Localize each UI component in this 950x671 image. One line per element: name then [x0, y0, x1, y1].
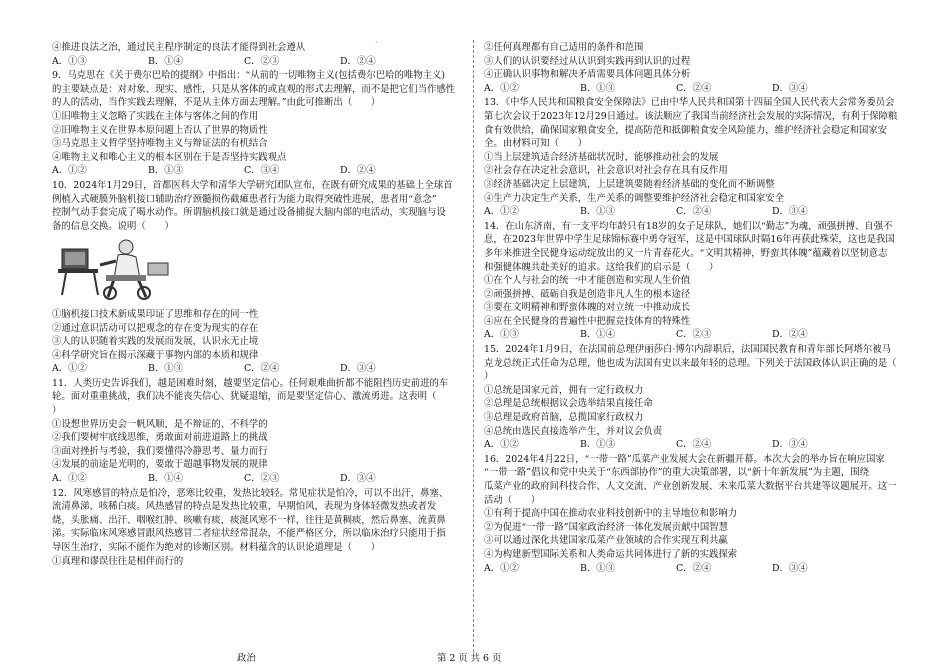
q15-option: ①总统是国家元首，拥有一定行政权力	[484, 384, 644, 396]
answer-c: C．②③	[676, 329, 712, 341]
q16-option: ④为构建新型国际关系和人类命运共同体进行了新的实践探索	[484, 548, 738, 560]
answer-a: A．①②	[484, 206, 519, 218]
answer-a: A．①③	[484, 329, 519, 341]
q15-answers	[484, 438, 904, 452]
q14-option: ①在个人与社会的统一中才能创造和实现人生价值	[484, 275, 691, 287]
q11-stem-line: ）	[52, 405, 62, 417]
q13-option: ③经济基础决定上层建筑，上层建筑要随着经济基础的变化而不断调整	[484, 178, 775, 190]
q10-stem-line: 10．2024年1月29日，首都医科大学和清华大学研究团队宣布，在既有研究成果的基础上全球首	[52, 179, 453, 191]
q12-option: ①真理和谬误往往是相伴而行的	[52, 555, 184, 567]
q9-stem-line: 9．马克思在《关于费尔巴哈的提纲》中指出：“从前的一切唯物主义(包括费尔巴哈的唯物主义)	[52, 70, 446, 82]
question-16	[484, 453, 904, 575]
answer-d: D．③④	[772, 439, 808, 451]
answer-b: B．①③	[148, 363, 184, 375]
answer-b: B．①④	[148, 55, 184, 67]
q16-option: ③可以通过深化共建国家瓜菜产业领域的合作实现互利共赢	[484, 535, 728, 547]
q11-option: ②我们要树牢底线思维，勇敢面对前进道路上的挑战	[52, 432, 268, 444]
footer-page-number: 第 2 页 共 6 页	[437, 653, 502, 664]
answer-a: A．①②	[52, 473, 87, 485]
answer-d: D．③④	[772, 206, 808, 218]
q16-option: ②为促进“一带一路”国家政治经济一体化发展贡献中国智慧	[484, 521, 728, 533]
answer-c: C．③④	[244, 165, 280, 177]
q14-stem-line: 多年来推进全民健身运动绽放出的又一片青春花火。“文明其精神，野蛮其体魄”蕴藏着以坚韧意志	[484, 247, 888, 259]
answer-b: B．①③	[580, 439, 616, 451]
q9-stem-line: 的主要缺点是：对对象、现实、感性，只是从客体的或直观的形式去理解，而不是把它们当作感性	[52, 83, 456, 95]
q11-option: ①设想世界历史会一帆风顺，是不辩证的、不科学的	[52, 418, 268, 430]
q9-option: ③马克思主义哲学坚持唯物主义与辩证法的有机结合	[52, 138, 268, 150]
q10-answers	[52, 362, 464, 376]
answer-c: C．②④	[244, 363, 280, 375]
q13-option: ④生产力决定生产关系，生产关系的调整要维护经济社会稳定和国家安全	[484, 192, 785, 204]
q9-stem-line: 的人的活动，当作实践去理解，不是从主体方面去理解。”由此可推断出（ ）	[52, 97, 381, 109]
answer-b: B．①③	[580, 562, 616, 574]
question-15	[484, 343, 904, 452]
q9-option: ②旧唯物主义在世界本原问题上否认了世界的物质性	[52, 124, 268, 136]
question-13	[484, 96, 904, 218]
q11-option: ③面对挫折与考验，我们要懂得冷静思考、量力而行	[52, 445, 268, 457]
right-column	[484, 40, 904, 575]
q14-option: ②顽强拼搏、砥砺自我是创造非凡人生的根本途径	[484, 288, 691, 300]
q12-stem-line: 烧，头胀痛、出汗、咽喉红肿、咳嗽有痰，痰涎风寒不一样，往往是黄稠痰，然后鼻塞、流黄鼻	[52, 514, 446, 526]
q11-option: ④发展的前途是光明的，要敢于超越事物发展的规律	[52, 459, 268, 471]
header-mark: ·	[375, 38, 378, 47]
left-column	[52, 40, 464, 568]
answer-d: D．②④	[340, 55, 376, 67]
answer-b: B．①③	[580, 82, 616, 94]
brain-computer-interface-illustration	[56, 235, 176, 301]
q16-stem-line: 活动（ ）	[484, 494, 541, 506]
question-12-tail	[484, 41, 904, 95]
q11-stem-line: 轮。面对重重挑战，我们决不能丧失信心、犹疑退缩，而是要坚定信心、激流勇进。这表明（	[52, 391, 437, 403]
answer-b: B．①③	[580, 206, 616, 218]
q10-option: ②通过意识活动可以把观念的存在变为现实的存在	[52, 322, 259, 334]
q13-stem-line: 全。由材料可知（ ）	[484, 138, 588, 150]
q16-stem-line: 16．2024年4月22日，“一带一路”瓜菜产业发展大会在新疆开幕。本次大会的举办旨在响应国家	[484, 453, 885, 465]
question-8-tail	[52, 41, 464, 68]
answer-c: C．②④	[676, 562, 712, 574]
answer-a: A．①②	[484, 439, 519, 451]
q11-answers	[52, 472, 464, 486]
column-divider	[473, 40, 474, 652]
answer-a: A．①②	[52, 165, 87, 177]
answer-a: A．①②	[484, 562, 519, 574]
q13-option: ②社会存在决定社会意识，社会意识对社会存在具有反作用	[484, 165, 728, 177]
answer-d: D．③④	[772, 562, 808, 574]
q15-stem-line: ）	[484, 371, 494, 383]
answer-a: A．①②	[52, 363, 87, 375]
q15-stem-line: 克龙总统正式任命为总理，他也成为法国有史以来最年轻的总理。下列关于法国政体认识正确的是（	[484, 357, 897, 369]
q13-stem-line: 第七次会议于2023年12月29日通过。该法顺应了我国当前经济社会发展的实际情况，有利于保障粮	[484, 110, 898, 122]
q12-stem-line: 流清鼻涕、咳稀白痰。风热感冒的特点是发热比较重，早期怕风，表现为身体轻微发热或者发	[52, 501, 437, 513]
q14-stem-line: 息，在2023年世界中学生足球锦标赛中勇夺冠军，这是中国球队时隔16年再获此殊荣，这也是我国	[484, 234, 895, 246]
q13-option: ①当上层建筑适合经济基础状况时，能够推动社会的发展	[484, 151, 719, 163]
q15-stem-line: 15．2024年1月9日，在法国前总理伊丽莎白·博尔内辞职后，法国国民教育和青年部长阿塔尔被马	[484, 344, 891, 356]
q10-stem-line: 控制气动手套完成了喝水动作。所谓脑机接口就是通过设备捕捉大脑内部的电活动，实现脑与设	[52, 207, 446, 219]
q9-answers	[52, 164, 464, 178]
q16-option: ①有利于提高中国在推动农业科技创新中的主导地位和影响力	[484, 508, 738, 520]
question-12	[52, 487, 464, 569]
q15-option: ③总理是政府首脑，总揽国家行政权力	[484, 412, 644, 424]
q12-option: ④正确认识事物和解决矛盾需要具体问题具体分析	[484, 69, 691, 81]
answer-c: C．②③	[244, 473, 280, 485]
q13-stem-line: 食有效供给，确保国家粮食安全，提高防范和抵御粮食安全风险能力，维护经济社会稳定和国家安	[484, 124, 888, 136]
answer-d: D．③④	[340, 363, 376, 375]
answer-a: A．①③	[52, 55, 87, 67]
q12-stem-line: 涕。实际临床风寒感冒跟风热感冒二者症状经常混杂，不能严格区分，所以临床治疗只能用于指	[52, 528, 446, 540]
q13-stem-line: 13．《中华人民共和国粮食安全保障法》已由中华人民共和国第十四届全国人民代表大会常务委员会	[484, 97, 895, 109]
answer-c: C．②④	[676, 206, 712, 218]
q9-option: ①旧唯物主义忽略了实践在主体与客体之间的作用	[52, 110, 259, 122]
q12-stem-line: 12．风寒感冒的特点是怕冷，恶寒比较重，发热比较轻。常见症状是怕冷，可以不出汗，鼻塞、	[52, 487, 449, 499]
q13-answers	[484, 205, 904, 219]
q15-option: ④总统由选民直接选举产生，并对议会负责	[484, 425, 663, 437]
question-10	[52, 179, 464, 376]
q16-stem-line: “一带一路”倡议和党中央关于“东西部协作”的重大决策部署，以“新十年新发展”为主题，围绕	[484, 467, 870, 479]
answer-a: A．①②	[484, 82, 519, 94]
answer-d: D．③④	[340, 473, 376, 485]
q16-stem-line: 瓜菜产业的政府间科技合作、人文交流、产业创新发展、未来瓜菜大数据平台共建等议题展开。这一	[484, 481, 897, 492]
q16-answers	[484, 562, 904, 576]
q12-answers	[484, 82, 904, 96]
question-11	[52, 377, 464, 486]
answer-b: B．①③	[148, 165, 184, 177]
q10-option: ④科学研究旨在揭示深藏于事物内部的本质和规律	[52, 349, 259, 361]
q8-answers	[52, 55, 464, 69]
q10-stem-line: 例植入式硬膜外脑机接口辅助治疗颈髓损伤截瘫患者行为能力取得突破性进展，患者用“意念”	[52, 193, 437, 205]
q15-option: ②总理是总统根据议会选举结果直接任命	[484, 398, 653, 410]
q11-stem-line: 11．人类历史告诉我们，越是困难时刻，越要坚定信心。任何艰难曲折都不能阻挡历史前进的车	[52, 377, 449, 389]
q14-option: ④应在全民健身的普遍性中把握竞技体育的特殊性	[484, 315, 691, 327]
answer-d: D．②④	[772, 329, 808, 341]
q10-option: ③人的认识随着实践的发展而发展，认识永无止境	[52, 336, 259, 348]
answer-b: B．①④	[148, 473, 184, 485]
question-14	[484, 220, 904, 342]
q12-option: ②任何真理都有自己适用的条件和范围	[484, 42, 644, 53]
q14-answers	[484, 328, 904, 342]
q9-option: ④唯物主义和唯心主义的根本区别在于是否坚持实践观点	[52, 151, 287, 163]
answer-c: C．②④	[676, 439, 712, 451]
answer-d: D．③④	[772, 82, 808, 94]
answer-d: D．②④	[340, 165, 376, 177]
question-9	[52, 69, 464, 178]
answer-c: C．②④	[676, 82, 712, 94]
q14-option: ③要在文明精神和野蛮体魄的对立统一中推动成长	[484, 302, 691, 314]
q12-option: ③人们的认识要经过从认识到实践再到认识的过程	[484, 55, 691, 67]
q8-option-4: ④推进良法之治，通过民主程序制定的良法才能得到社会遵从	[52, 42, 306, 53]
q14-stem-line: 14．在山东济南，有一支平均年龄只有18岁的女子足球队，她们以“勤志”为魂，顽强拼搏、自强不	[484, 220, 893, 232]
q14-stem-line: 和强健体魄共赴美好的追求。这给我们的启示是（ ）	[484, 261, 719, 273]
q12-stem-line: 导医生治疗，实际不能作为绝对的诊断区别。材料蕴含的认识论道理是（ ）	[52, 542, 381, 553]
q10-option: ①脑机接口技术新成果印证了思维和存在的同一性	[52, 308, 259, 320]
footer-subject: 政治	[237, 653, 256, 664]
answer-c: C．②③	[244, 55, 280, 67]
answer-b: B．①④	[580, 329, 616, 341]
q10-stem-line: 备的信息交换。说明（ ）	[52, 220, 174, 232]
